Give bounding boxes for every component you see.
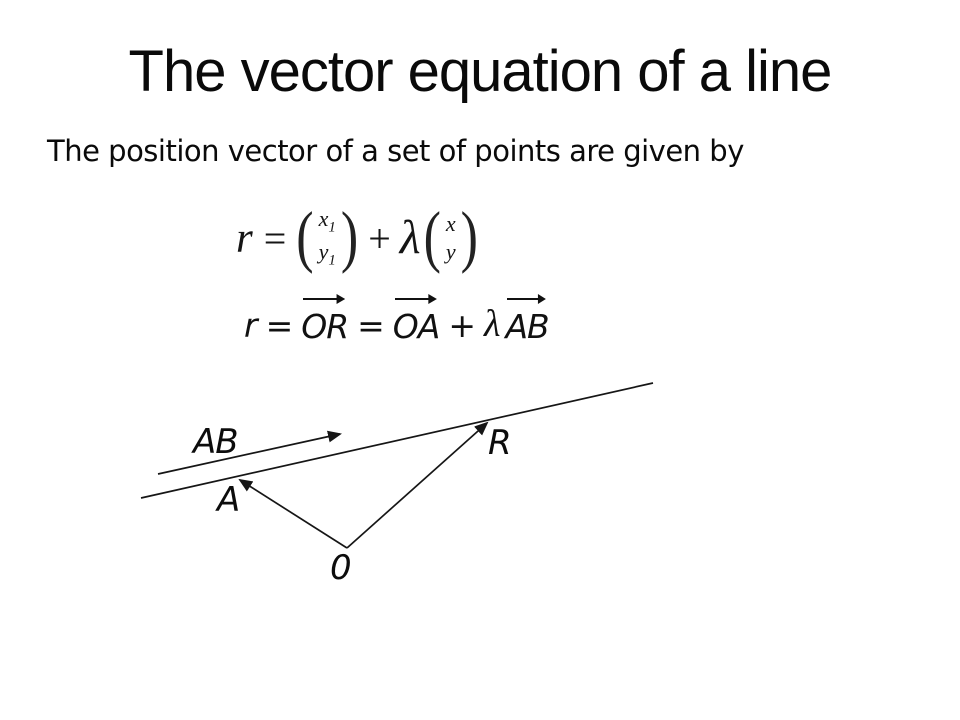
- vector1-x: x: [318, 206, 329, 232]
- veq-OA-label: OA: [392, 307, 440, 346]
- eq-r: r: [236, 214, 253, 262]
- right-paren-2: ): [460, 199, 478, 275]
- label-origin: 0: [330, 548, 351, 588]
- subtitle-text: The position vector of a set of points are given by: [47, 134, 744, 168]
- veq-equals-1: =: [265, 306, 293, 345]
- vector1-x-subscript: 1: [328, 219, 336, 236]
- left-paren-1: (: [296, 199, 314, 275]
- veq-plus: +: [448, 306, 476, 345]
- label-R: R: [488, 423, 511, 463]
- label-AB: AB: [193, 422, 238, 462]
- right-paren-1: ): [340, 199, 359, 275]
- vector-OA: [240, 480, 347, 548]
- veq-OR-label: OR: [301, 307, 349, 346]
- vector-AB-direction-arrow: [158, 434, 340, 474]
- eq-equals: =: [263, 215, 287, 261]
- veq-equals-2: =: [357, 306, 384, 345]
- eq-plus: +: [368, 215, 391, 261]
- matrix-equation: r = ( $x_1$ $y_1$ ) + λ ( x y ): [236, 199, 478, 275]
- vector-OR: [347, 423, 487, 548]
- vector1-y-subscript: 1: [328, 252, 336, 269]
- slide-title: The vector equation of a line: [128, 39, 832, 104]
- veq-AB-label: AB: [505, 307, 549, 346]
- vector1-y: y: [318, 239, 329, 264]
- label-A: A: [217, 480, 240, 520]
- left-paren-2: (: [423, 199, 441, 275]
- vector2-x: x: [445, 210, 456, 236]
- vector2-y: y: [445, 239, 456, 264]
- veq-lambda: λ: [484, 303, 501, 345]
- veq-r: r: [244, 306, 257, 345]
